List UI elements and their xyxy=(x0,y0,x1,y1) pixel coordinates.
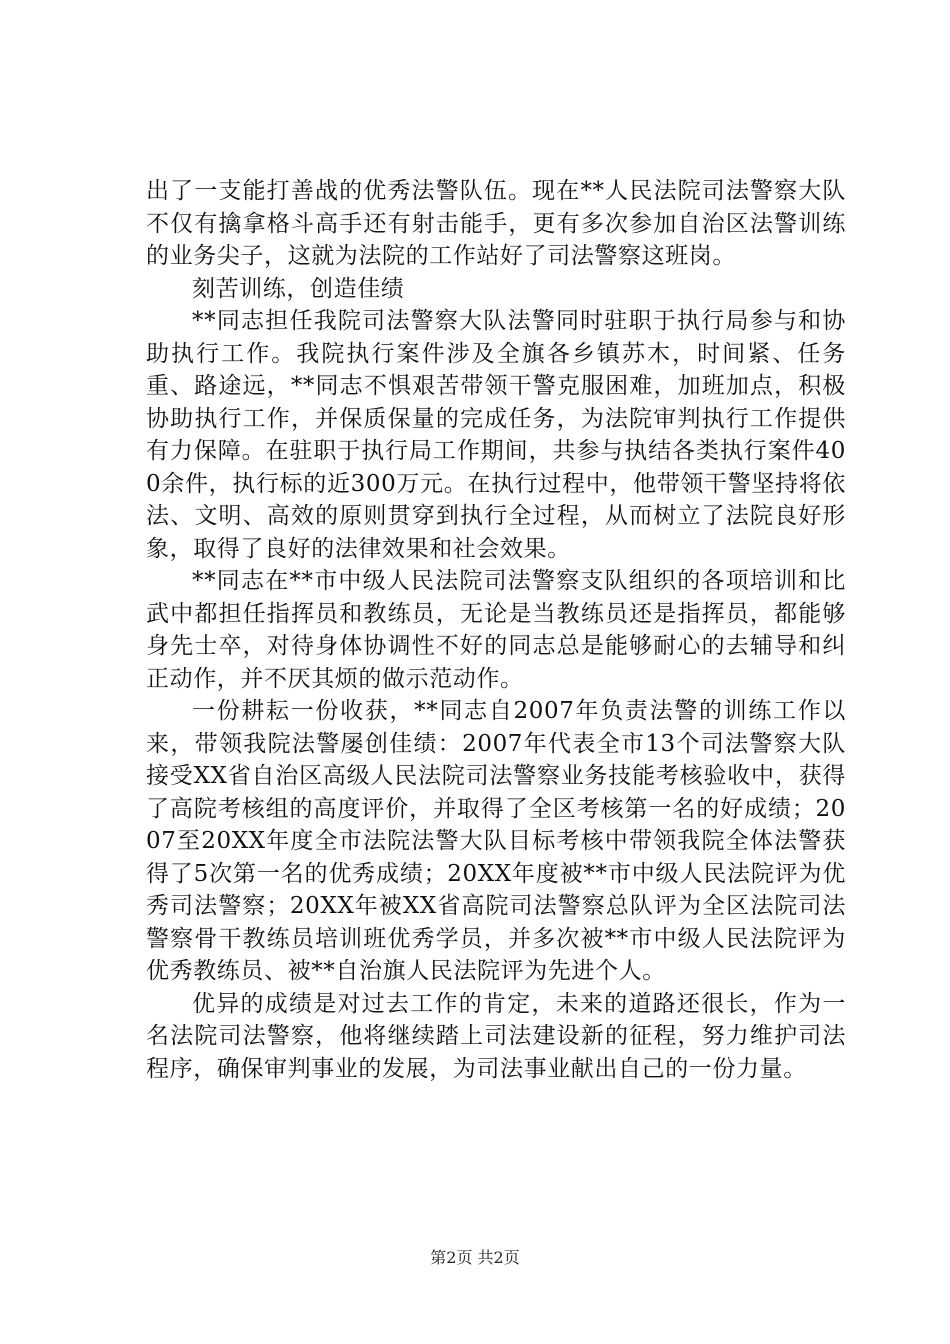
paragraph-execution-work: **同志担任我院司法警察大队法警同时驻职于执行局参与和协助执行工作。我院执行案件涉及全旗各乡镇苏木，时间紧、任务重、路途远，**同志不惧艰苦带领干警克服困难，加班加点，积极协助执行工作，并保质保量的完成任务，为法院审判执行工作提供有力保障。在驻职于执行局工作期间，共参与执结各类执行案件400余件，执行标的近300万元。在执行过程中，他带领干警坚持将依法、文明、高效的原则贯穿到执行全过程，从而树立了法院良好形象，取得了良好的法律效果和社会效果。 xyxy=(146,308,846,562)
paragraph-training-role: **同志在**市中级人民法院司法警察支队组织的各项培训和比武中都担任指挥员和教练员，无论是当教练员还是指挥员，都能够身先士卒，对待身体协调性不好的同志总是能够耐心的去辅导和纠正动作，并不厌其烦的做示范动作。 xyxy=(146,568,846,692)
section-heading: 刻苦训练，创造佳绩 xyxy=(192,275,405,302)
document-body xyxy=(146,175,846,1085)
paragraph-conclusion: 优异的成绩是对过去工作的肯定，未来的道路还很长，作为一名法院司法警察，他将继续踏上司法建设新的征程，努力维护司法程序，确保审判事业的发展，为司法事业献出自己的一份力量。 xyxy=(146,990,846,1082)
paragraph-achievements: 一份耕耘一份收获，**同志自2007年负责法警的训练工作以来，带领我院法警屡创佳绩：2007年代表全市13个司法警察大队接受XX省自治区高级人民法院司法警察业务技能考核验收中，获得了高院考核组的高度评价，并取得了全区考核第一名的好成绩；2007至20XX年度全市法院法警大队目标考核中带领我院全体法警获得了5次第一名的优秀成绩；20XX年度被**市中级人民法院评为优秀司法警察；20XX年被XX省高院司法警察总队评为全区法院司法警察骨干教练员培训班优秀学员，并多次被**市中级人民法院评为优秀教练员、被**自治旗人民法院评为先进个人。 xyxy=(146,698,846,984)
page-number-footer: 第2页 共2页 xyxy=(430,1248,520,1267)
paragraph-continuation: 出了一支能打善战的优秀法警队伍。现在**人民法院司法警察大队不仅有擒拿格斗高手还有射击能手，更有多次参加自治区法警训练的业务尖子，这就为法院的工作站好了司法警察这班岗。 xyxy=(146,178,846,269)
